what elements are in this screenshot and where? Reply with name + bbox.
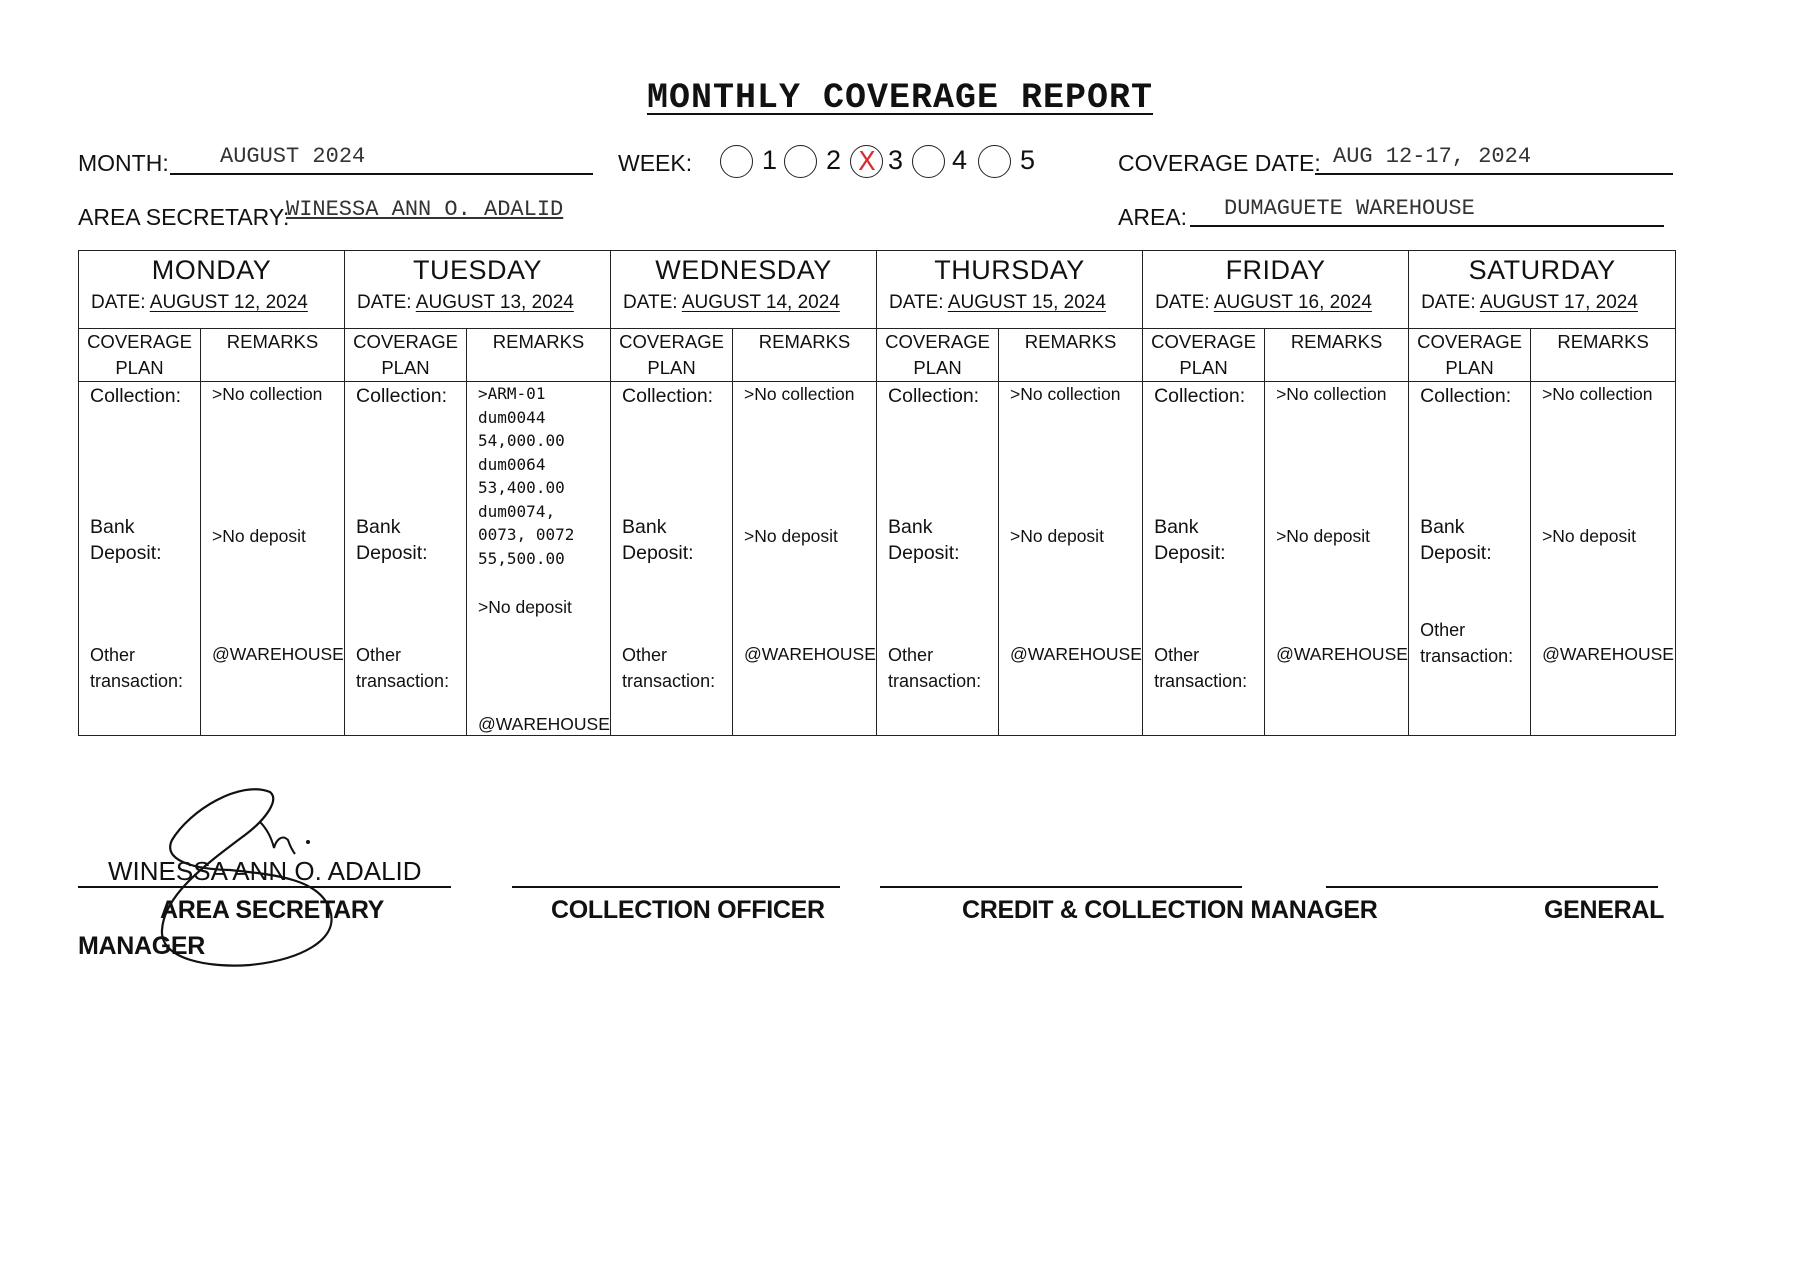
report-title: MONTHLY COVERAGE REPORT bbox=[646, 78, 1154, 118]
week-5-label: 5 bbox=[1020, 145, 1036, 175]
day-header-friday bbox=[1143, 251, 1409, 329]
day-name: SATURDAY bbox=[1468, 255, 1616, 285]
other-transaction-label: Other transaction: bbox=[1154, 645, 1248, 691]
coverage-plan-header: COVERAGE PLAN bbox=[877, 329, 999, 382]
secretary-role: AREA SECRETARY bbox=[160, 896, 385, 924]
deposit-remark: >No deposit bbox=[212, 526, 306, 546]
collection-remark: >No collection bbox=[1276, 384, 1387, 404]
collection-label: Collection: bbox=[356, 385, 448, 407]
coverage-table bbox=[78, 250, 1676, 736]
other-transaction-label: Other transaction: bbox=[90, 645, 184, 691]
collection-remark: >No collection bbox=[744, 384, 855, 404]
bank-deposit-label: Bank Deposit: bbox=[1420, 516, 1492, 564]
bank-deposit-label: Bank Deposit: bbox=[622, 516, 694, 564]
other-transaction-label: Other transaction: bbox=[1420, 620, 1514, 666]
remark-line: dum0064 bbox=[478, 454, 546, 474]
deposit-remark: >No deposit bbox=[1276, 526, 1370, 546]
other-remark: @WAREHOUSE bbox=[744, 644, 876, 664]
day-name: TUESDAY bbox=[413, 255, 543, 285]
day-header-tuesday bbox=[345, 251, 611, 329]
collection-remark: >No collection bbox=[1542, 384, 1653, 404]
collection-remark: >No collection bbox=[212, 384, 323, 404]
remark-line: dum0044 bbox=[478, 407, 546, 427]
remarks-header: REMARKS bbox=[201, 329, 345, 382]
day-date: DATE: AUGUST 16, 2024 bbox=[1155, 292, 1372, 313]
day-header-wednesday bbox=[611, 251, 877, 329]
remarks-cell bbox=[999, 382, 1143, 736]
deposit-remark: >No deposit bbox=[744, 526, 838, 546]
day-date: DATE: AUGUST 17, 2024 bbox=[1421, 292, 1638, 313]
collection-label: Collection: bbox=[888, 385, 980, 407]
day-name: WEDNESDAY bbox=[655, 255, 832, 285]
day-date: DATE: AUGUST 15, 2024 bbox=[889, 292, 1106, 313]
remarks-header: REMARKS bbox=[733, 329, 877, 382]
coverage-plan-cell bbox=[1143, 382, 1265, 736]
day-date: DATE: AUGUST 13, 2024 bbox=[357, 292, 574, 313]
other-transaction-label: Other transaction: bbox=[888, 645, 982, 691]
deposit-remark: >No deposit bbox=[1542, 526, 1636, 546]
coverage-date-label: COVERAGE DATE: bbox=[1118, 150, 1321, 176]
coverage-date-field[interactable]: AUG 12-17, 2024 bbox=[1315, 143, 1673, 175]
coverage-plan-cell bbox=[611, 382, 733, 736]
day-name: THURSDAY bbox=[934, 255, 1085, 285]
day-date: DATE: AUGUST 14, 2024 bbox=[623, 292, 840, 313]
day-header-saturday bbox=[1409, 251, 1676, 329]
day-header-thursday bbox=[877, 251, 1143, 329]
remarks-header: REMARKS bbox=[467, 329, 611, 382]
collection-remark: >No collection bbox=[1010, 384, 1121, 404]
collection-label: Collection: bbox=[90, 385, 182, 407]
secretary-signature-name: WINESSA ANN O. ADALID bbox=[108, 856, 422, 886]
remarks-cell bbox=[733, 382, 877, 736]
coverage-plan-header: COVERAGE PLAN bbox=[79, 329, 201, 382]
week-5-radio[interactable] bbox=[978, 145, 1011, 178]
week-4-label: 4 bbox=[952, 145, 968, 175]
day-date: DATE: AUGUST 12, 2024 bbox=[91, 292, 308, 313]
handwritten-signature bbox=[150, 770, 390, 970]
deposit-remark: >No deposit bbox=[478, 597, 572, 617]
coverage-plan-cell bbox=[345, 382, 467, 736]
collection-remark-list bbox=[478, 382, 574, 570]
week-1-label: 1 bbox=[762, 145, 778, 175]
remark-line: 54,000.00 bbox=[478, 431, 565, 450]
remark-line: 53,400.00 bbox=[478, 478, 565, 497]
general-manager-signature-line bbox=[1326, 886, 1658, 888]
remarks-header: REMARKS bbox=[1531, 329, 1676, 382]
collection-label: Collection: bbox=[1420, 385, 1512, 407]
collection-officer-signature-line bbox=[512, 886, 840, 888]
area-label: AREA: bbox=[1118, 204, 1188, 230]
other-remark: @WAREHOUSE bbox=[478, 714, 610, 734]
remarks-header: REMARKS bbox=[1265, 329, 1409, 382]
day-name: FRIDAY bbox=[1225, 255, 1326, 285]
remark-line: 0073, 0072 bbox=[478, 525, 575, 544]
coverage-plan-cell bbox=[877, 382, 999, 736]
credit-manager-role: CREDIT & COLLECTION MANAGER bbox=[962, 896, 1378, 924]
month-field[interactable]: AUGUST 2024 bbox=[170, 143, 593, 175]
general-manager-role-line1: GENERAL bbox=[1544, 896, 1665, 924]
remarks-cell bbox=[1265, 382, 1409, 736]
general-manager-role-line2: MANAGER bbox=[78, 932, 206, 960]
coverage-plan-cell bbox=[1409, 382, 1531, 736]
week-2-label: 2 bbox=[826, 145, 842, 175]
remark-line: dum0074, bbox=[478, 501, 556, 521]
coverage-plan-header: COVERAGE PLAN bbox=[1409, 329, 1531, 382]
day-header-monday bbox=[79, 251, 345, 329]
deposit-remark: >No deposit bbox=[1010, 526, 1104, 546]
bank-deposit-label: Bank Deposit: bbox=[888, 516, 960, 564]
bank-deposit-label: Bank Deposit: bbox=[90, 516, 162, 564]
month-label: MONTH: bbox=[78, 150, 169, 176]
day-name: MONDAY bbox=[151, 255, 272, 285]
area-field[interactable]: DUMAGUETE WAREHOUSE bbox=[1190, 195, 1664, 227]
credit-manager-signature-line bbox=[880, 886, 1242, 888]
bank-deposit-label: Bank Deposit: bbox=[1154, 516, 1226, 564]
week-1-radio[interactable] bbox=[720, 145, 753, 178]
remarks-cell bbox=[201, 382, 345, 736]
remarks-cell bbox=[467, 382, 611, 736]
week-3-check-mark: X bbox=[858, 147, 876, 177]
coverage-plan-header: COVERAGE PLAN bbox=[611, 329, 733, 382]
area-secretary-field[interactable]: WINESSA ANN O. ADALID bbox=[286, 197, 564, 222]
collection-label: Collection: bbox=[622, 385, 714, 407]
other-remark: @WAREHOUSE bbox=[212, 644, 344, 664]
coverage-plan-header: COVERAGE PLAN bbox=[345, 329, 467, 382]
remarks-cell bbox=[1531, 382, 1676, 736]
coverage-plan-cell bbox=[79, 382, 201, 736]
other-remark: @WAREHOUSE bbox=[1010, 644, 1142, 664]
collection-officer-role: COLLECTION OFFICER bbox=[551, 896, 825, 924]
area-secretary-label: AREA SECRETARY: bbox=[78, 204, 290, 230]
week-2-radio[interactable] bbox=[784, 145, 817, 178]
week-label: WEEK: bbox=[618, 150, 693, 176]
coverage-plan-header: COVERAGE PLAN bbox=[1143, 329, 1265, 382]
other-remark: @WAREHOUSE bbox=[1542, 644, 1674, 664]
week-3-label: 3 bbox=[888, 145, 904, 175]
collection-label: Collection: bbox=[1154, 385, 1246, 407]
other-remark: @WAREHOUSE bbox=[1276, 644, 1408, 664]
week-4-radio[interactable] bbox=[912, 145, 945, 178]
remark-line: 55,500.00 bbox=[478, 548, 565, 568]
other-transaction-label: Other transaction: bbox=[356, 645, 450, 691]
remark-line: >ARM-01 bbox=[478, 384, 546, 403]
remarks-header: REMARKS bbox=[999, 329, 1143, 382]
other-transaction-label: Other transaction: bbox=[622, 645, 716, 691]
bank-deposit-label: Bank Deposit: bbox=[356, 516, 428, 564]
